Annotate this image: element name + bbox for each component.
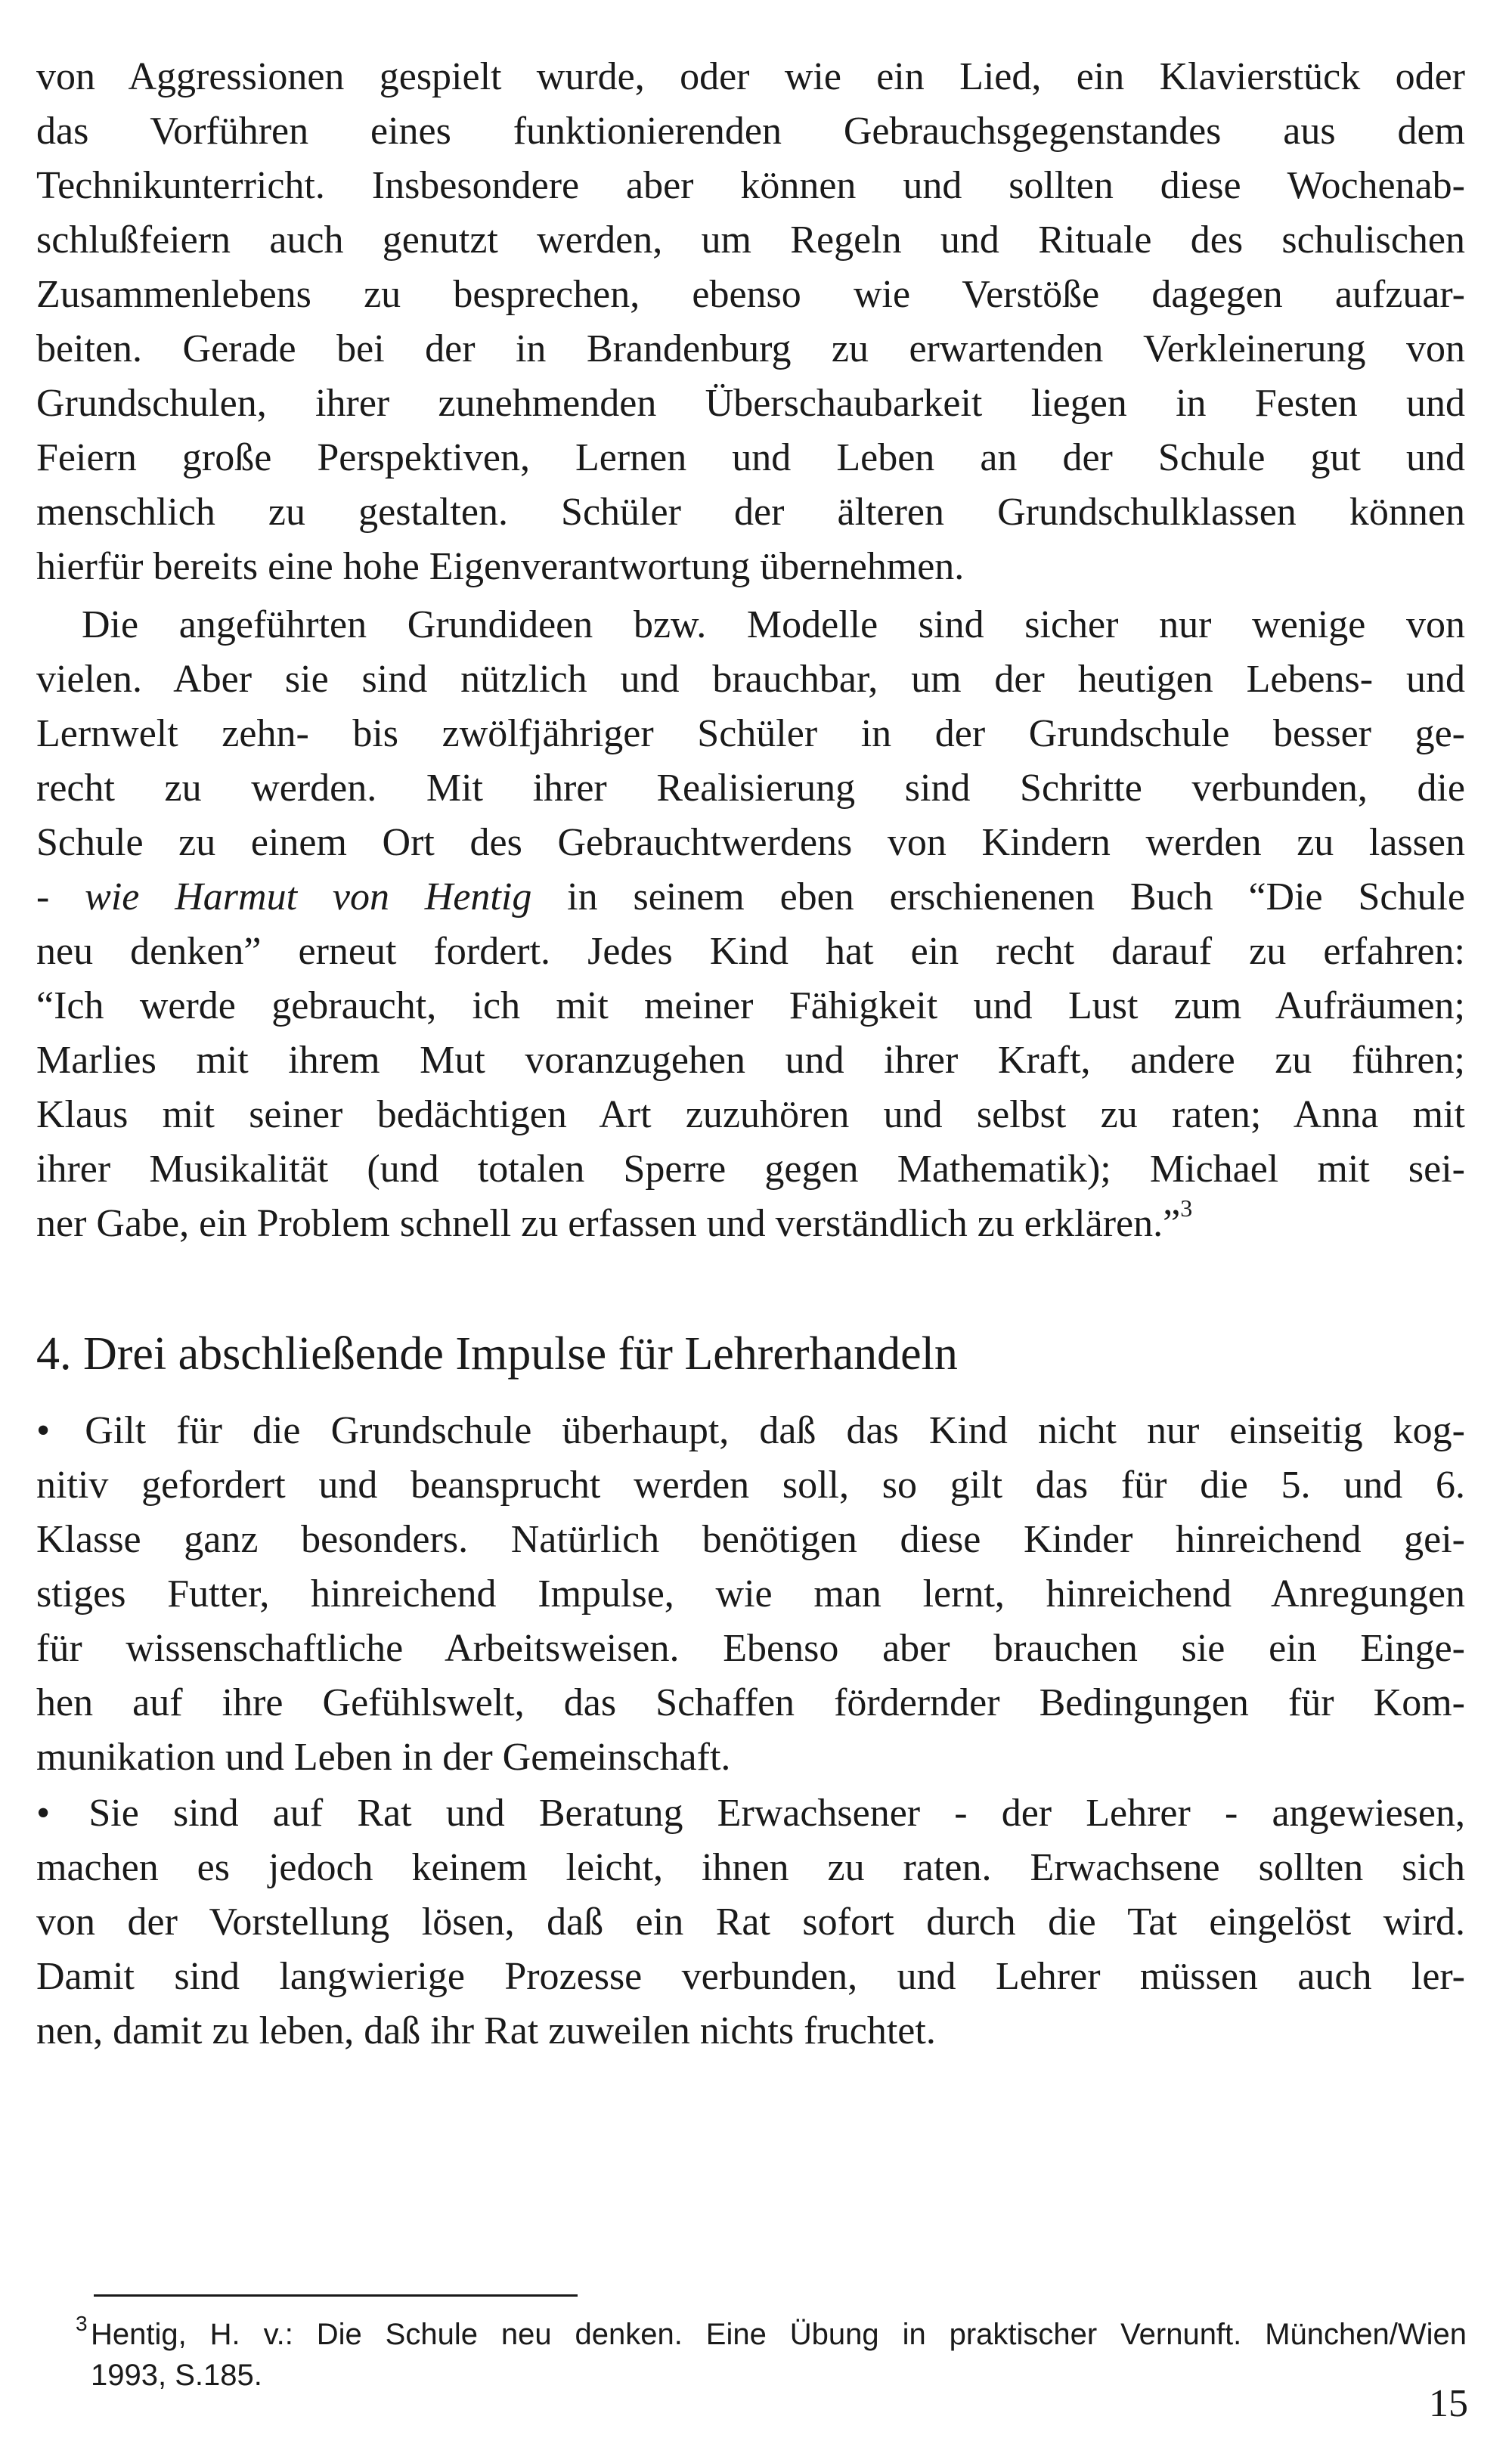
text-line: recht zu werden. Mit ihrer Realisierung sind Schritte verbunden, die xyxy=(36,767,1465,810)
text-line: Klaus mit seiner bedächtigen Art zuzuhören und selbst zu raten; Anna mit xyxy=(36,1093,1465,1136)
text-line: neu denken” erneut fordert. Jedes Kind hat ein recht darauf zu erfahren: xyxy=(36,930,1465,973)
text-line: menschlich zu gestalten. Schüler der älteren Grundschulklassen können xyxy=(36,491,1465,534)
text-line xyxy=(36,1194,1465,1247)
text-line: hierfür bereits eine hohe Eigenverantwortung übernehmen. xyxy=(36,545,965,588)
text-line xyxy=(36,1408,1465,1454)
text-line: ihrer Musikalität (und totalen Sperre gegen Mathematik); Michael mit sei- xyxy=(36,1148,1465,1191)
text-line: schlußfeiern auch genutzt werden, um Regeln und Rituale des schulischen xyxy=(36,218,1465,262)
text-line: nitiv gefordert und beansprucht werden soll, so gilt das für die 5. und 6. xyxy=(36,1464,1465,1507)
text-line: das Vorführen eines funktionierenden Gebrauchsgegenstandes aus dem xyxy=(36,110,1465,153)
footnote-separator xyxy=(94,2294,578,2297)
italic-author-name: wie Harmut von Hentig xyxy=(85,875,532,919)
text-line: Lernwelt zehn- bis zwölfjähriger Schüler in der Grundschule besser ge- xyxy=(36,712,1465,755)
text-line: hen auf ihre Gefühlswelt, das Schaffen fördernder Bedingungen für Kom- xyxy=(36,1681,1465,1724)
text-line: vielen. Aber sie sind nützlich und brauchbar, um der heutigen Lebens- und xyxy=(36,658,1465,701)
text-line: Klasse ganz besonders. Natürlich benötigen diese Kinder hinreichend gei- xyxy=(36,1518,1465,1561)
footnote-marker: 3 xyxy=(76,2312,88,2335)
text-line: stiges Futter, hinreichend Impulse, wie man lernt, hinreichend Anregungen xyxy=(36,1572,1465,1616)
text-line: für wissenschaftliche Arbeitsweisen. Ebenso aber brauchen sie ein Einge- xyxy=(36,1627,1465,1670)
footnote-text: Hentig, H. v.: Die Schule neu denken. Eine Übung in praktischer Vernunft. München/Wien xyxy=(91,2318,1467,2351)
text-line: Schule zu einem Ort des Gebrauchtwerdens von Kindern werden zu lassen xyxy=(36,821,1465,864)
text-fragment: ner Gabe, ein Problem schnell zu erfassen und verständlich zu erklären.” xyxy=(36,1202,1181,1245)
bullet-icon: • xyxy=(36,1792,51,1835)
text-line: nen, damit zu leben, daß ihr Rat zuweilen nichts fruchtet. xyxy=(36,2009,936,2052)
text-line: “Ich werde gebraucht, ich mit meiner Fähigkeit und Lust zum Aufräumen; xyxy=(36,984,1465,1027)
bullet-icon: • xyxy=(36,1409,51,1452)
text-line: Marlies mit ihrem Mut voranzugehen und ihrer Kraft, andere zu führen; xyxy=(36,1039,1465,1082)
text-line xyxy=(36,875,1465,920)
text-line: beiten. Gerade bei der in Brandenburg zu erwartenden Verkleinerung von xyxy=(36,327,1465,370)
footnote-text: 1993, S.185. xyxy=(91,2359,262,2392)
text-line: Technikunterricht. Insbesondere aber können und sollten diese Wochenab- xyxy=(36,164,1465,207)
text-fragment: Sie sind auf Rat und Beratung Erwachsener - der Lehrer - angewiesen, xyxy=(54,1792,1465,1835)
text-line: Zusammenlebens zu besprechen, ebenso wie Verstöße dagegen aufzuar- xyxy=(36,273,1465,316)
text-line: Grundschulen, ihrer zunehmenden Überschaubarkeit liegen in Festen und xyxy=(36,382,1465,425)
section-heading: 4. Drei abschließende Impulse für Lehrerhandeln xyxy=(36,1328,958,1380)
text-fragment: - xyxy=(36,875,85,919)
page-number: 15 xyxy=(1429,2382,1468,2425)
text-line: machen es jedoch keinem leicht, ihnen zu raten. Erwachsene sollten sich xyxy=(36,1846,1465,1889)
text-fragment: Gilt für die Grundschule überhaupt, daß das Kind nicht nur einseitig kog- xyxy=(54,1409,1465,1452)
text-line: von Aggressionen gespielt wurde, oder wie ein Lied, ein Klavierstück oder xyxy=(36,55,1465,98)
text-line: Die angeführten Grundideen bzw. Modelle sind sicher nur wenige von xyxy=(82,603,1465,646)
text-line: von der Vorstellung lösen, daß ein Rat sofort durch die Tat eingelöst wird. xyxy=(36,1901,1465,1944)
footnote-reference[interactable]: 3 xyxy=(1180,1194,1193,1222)
text-line: Damit sind langwierige Prozesse verbunden, und Lehrer müssen auch ler- xyxy=(36,1955,1465,1998)
text-line xyxy=(36,1791,1465,1836)
text-line: Feiern große Perspektiven, Lernen und Leben an der Schule gut und xyxy=(36,436,1465,479)
text-line: munikation und Leben in der Gemeinschaft. xyxy=(36,1736,731,1779)
text-fragment: in seinem eben erschienenen Buch “Die Schule xyxy=(531,875,1466,919)
